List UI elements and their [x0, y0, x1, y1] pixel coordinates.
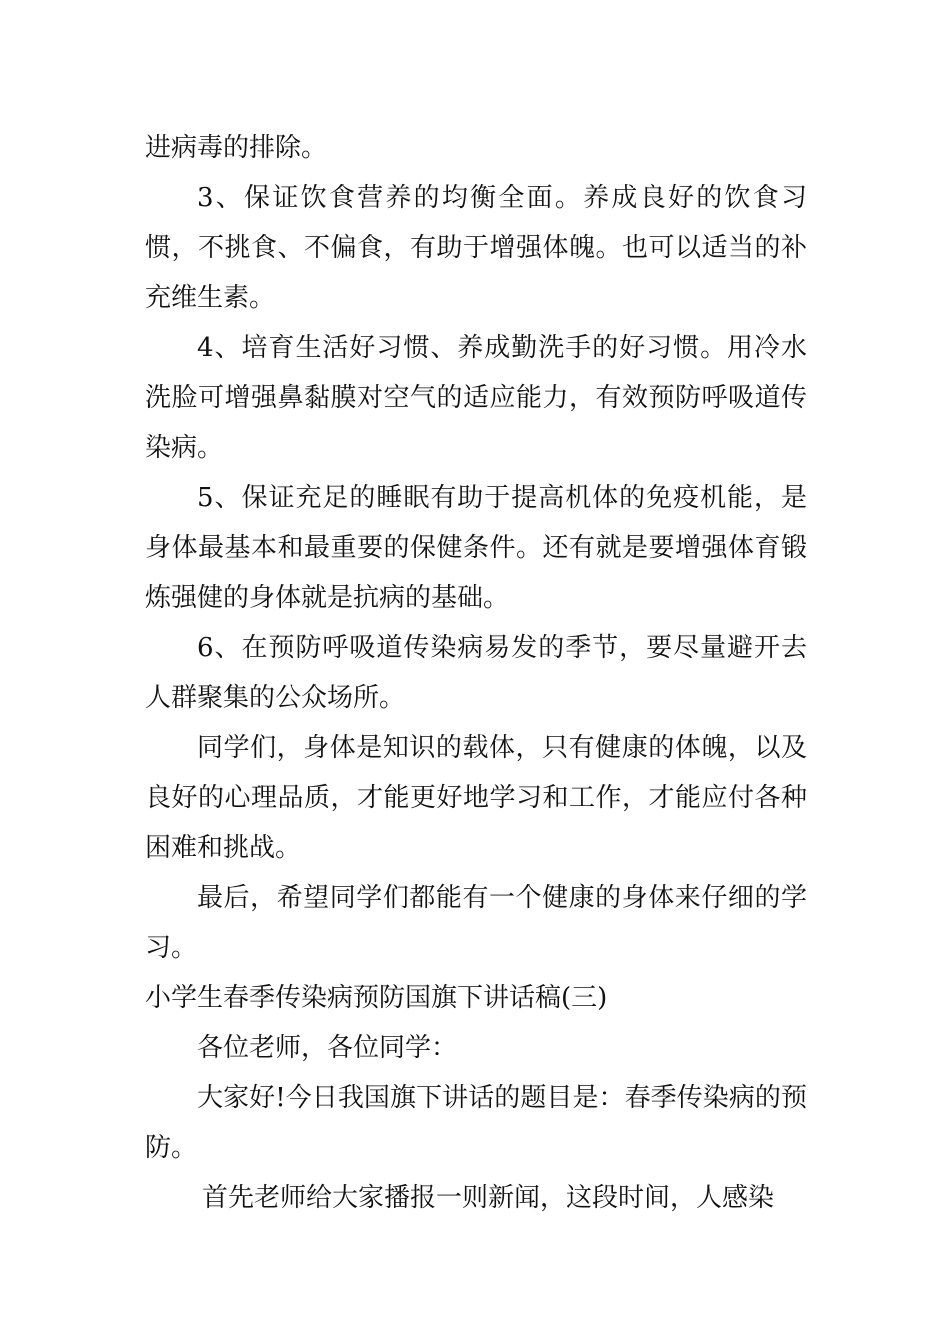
- paragraph-item-6: 6、在预防呼吸道传染病易发的季节，要尽量避开去人群聚集的公众场所。: [145, 633, 807, 713]
- section-title: 小学生春季传染病预防国旗下讲话稿(三): [145, 983, 608, 1013]
- paragraph-item-5: 5、保证充足的睡眠有助于提高机体的免疫机能，是身体最基本和最重要的保健条件。还有就是要增强体育锻炼强健的身体就是抗病的基础。: [145, 483, 807, 613]
- paragraph-item-3: 3、保证饮食营养的均衡全面。养成良好的饮食习惯，不挑食、不偏食，有助于增强体魄。也可以适当的补充维生素。: [145, 183, 807, 313]
- paragraph-salutation: 各位老师，各位同学：: [197, 1033, 458, 1063]
- paragraph-item-4: 4、培育生活好习惯、养成勤洗手的好习惯。用冷水洗脸可增强鼻黏膜对空气的适应能力，有效预防呼吸道传染病。: [145, 333, 807, 463]
- document-body: [145, 123, 807, 1223]
- paragraph-greeting: 大家好!今日我国旗下讲话的题目是：春季传染病的预防。: [145, 1083, 807, 1163]
- paragraph-students: 同学们，身体是知识的载体，只有健康的体魄，以及良好的心理品质，才能更好地学习和工作，才能应付各种困难和挑战。: [145, 733, 807, 863]
- paragraph-news: 首先老师给大家播报一则新闻，这段时间，人感染: [202, 1183, 775, 1213]
- paragraph-closing: 最后，希望同学们都能有一个健康的身体来仔细的学习。: [145, 883, 807, 963]
- paragraph-continuation: 进病毒的排除。: [145, 133, 328, 163]
